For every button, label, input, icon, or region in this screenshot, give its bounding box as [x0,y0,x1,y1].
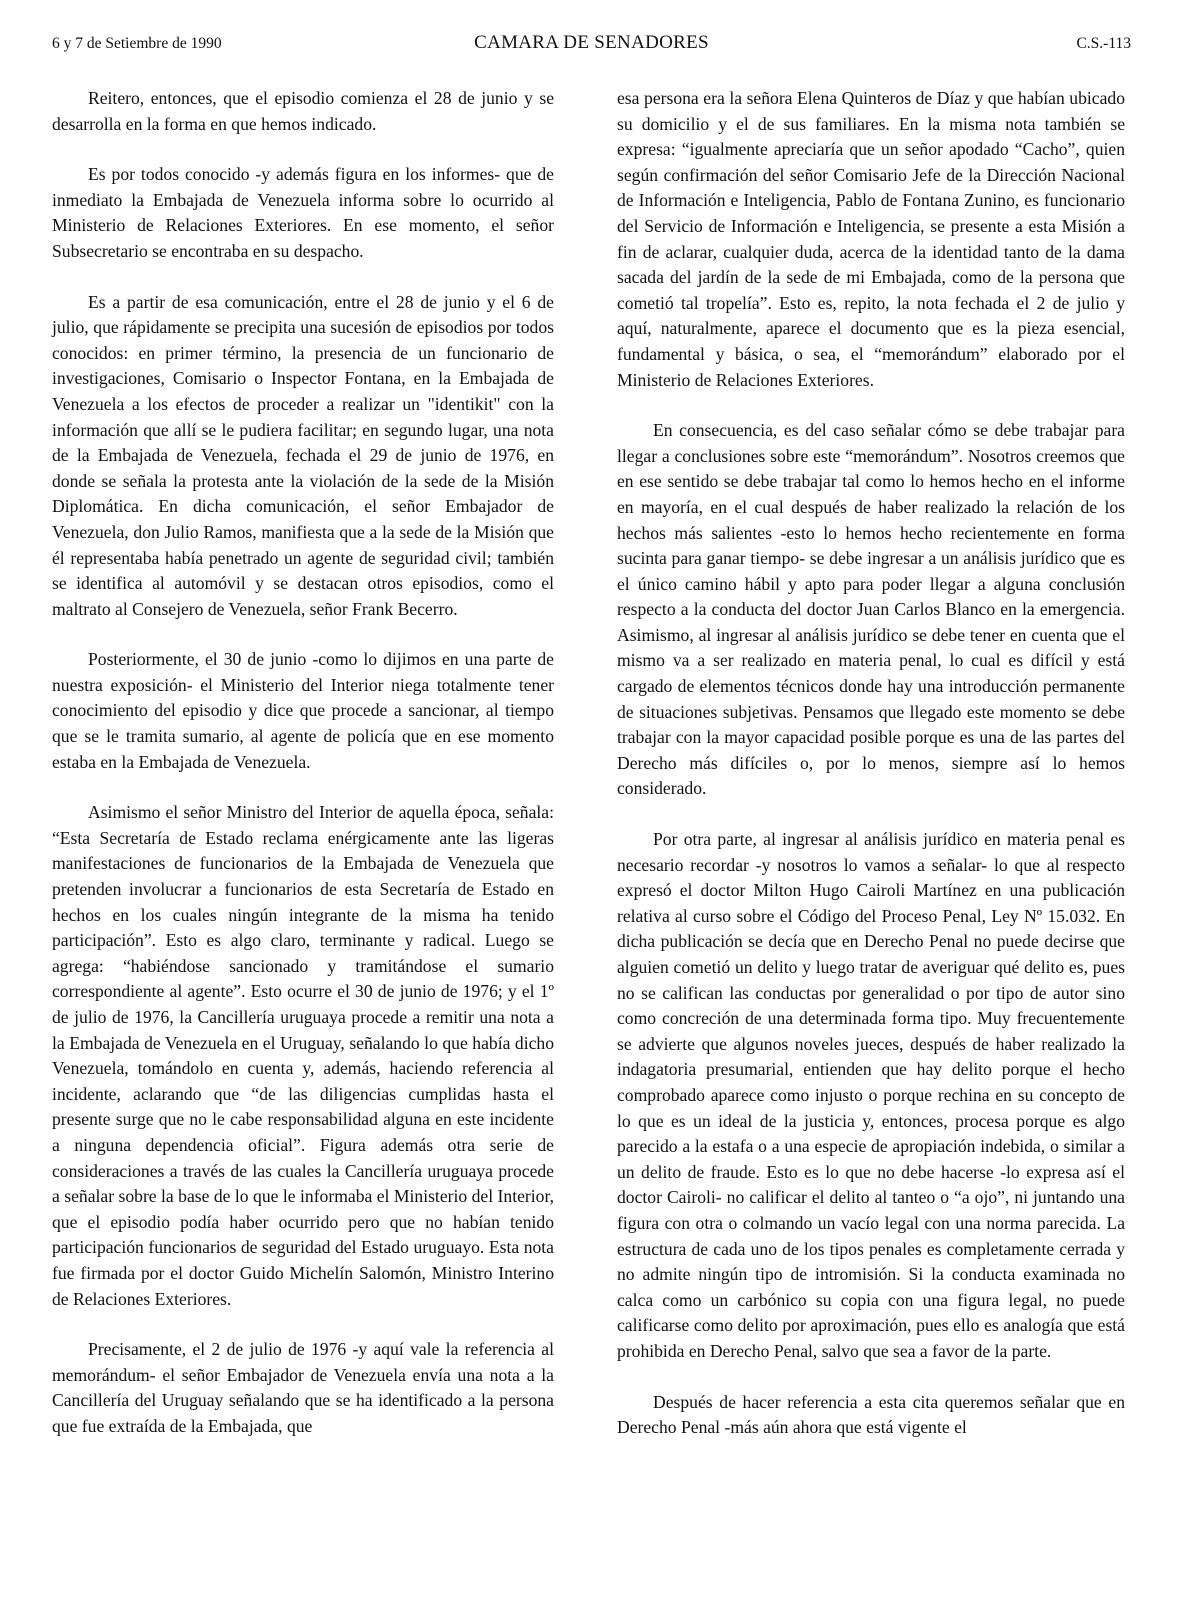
paragraph: Después de hacer referencia a esta cita queremos señalar que en Derecho Penal -más aún ahora que está vigente el [617,1391,1125,1438]
right-column [617,86,1125,1441]
header-page-number: C.S.-113 [1076,35,1131,52]
header-date: 6 y 7 de Setiembre de 1990 [52,35,222,52]
paragraph: Reitero, entonces, que el episodio comienza el 28 de junio y se desarrolla en la forma en que hemos indicado. [52,88,554,134]
paragraph: Precisamente, el 2 de julio de 1976 -y aquí vale la referencia al memorándum- el señor Embajador de Venezuela envía una nota a la Cancillería del Uruguay señalando que se ha identificado a la persona que fue extraída de la Embajada, que [52,1339,554,1436]
page-header [52,32,1131,60]
paragraph-continued: esa persona era la señora Elena Quinteros de Díaz y que habían ubicado su domicilio y el de sus familiares. En la misma nota también se expresa: “igualmente apreciaría que un señor apodado “Cacho”, quien según confirmación del señor Comisario Jefe de la Dirección Nacional de Información e Inteligencia, Pablo de Fontana Zunino, es funcionario del Servicio de Información e Inteligencia, se presente a esta Misión a fin de aclarar, cualquier duda, acerca de la identidad tanto de la dama sacada del jardín de la sede de mi Embajada, como de la persona que cometió tal tropelía”. Esto es, repito, la nota fechada el 2 de julio y aquí, naturalmente, aparece el documento que es la pieza esencial, fundamental y básica, o sea, el “memorándum” elaborado por el Ministerio de Relaciones Exteriores. [617,88,1125,390]
paragraph: Es por todos conocido -y además figura en los informes- que de inmediato la Embajada de Venezuela informa sobre lo ocurrido al Ministerio de Relaciones Exteriores. En ese momento, el señor Subsecretario se encontraba en su despacho. [52,164,554,261]
paragraph: Por otra parte, al ingresar al análisis jurídico en materia penal es necesario recordar -y nosotros lo vamos a señalar- lo que al respecto expresó el doctor Milton Hugo Cairoli Martínez en una publicación relativa al curso sobre el Código del Proceso Penal, Ley Nº 15.032. En dicha publicación se decía que en Derecho Penal no puede decirse que alguien cometió un delito y luego tratar de averiguar qué delito es, pues no se califican las conductas por generalidad o por tipo de autor sino como concreción de una determinada forma tipo. Muy frecuentemente se advierte que algunos noveles jueces, después de haber realizado la indagatoria presumarial, entienden que hay delito porque el hecho comprobado aparece como injusto o porque rechina en su concepto de lo que es un ideal de la justicia y, entonces, procesa porque es algo parecido a la estafa o a una especie de apropiación indebida, o similar a un delito de fraude. Esto es lo que no debe hacerse -lo expresa así el doctor Cairoli- no calificar el delito al tanteo o “a ojo”, ni juntando una figura con otra o colmando un vacío legal con una norma parecida. La estructura de cada uno de los tipos penales es completamente cerrada y no admite ningún tipo de intromisión. Si la conducta examinada no calca como un carbónico su copia con una figura legal, no puede calificarse como delito por aproximación, pues ello es analogía que está prohibida en Derecho Penal, salvo que sea a favor de la parte. [617,829,1125,1361]
left-column [52,86,554,1440]
header-title: CAMARA DE SENADORES [474,32,709,53]
paragraph: Es a partir de esa comunicación, entre el 28 de junio y el 6 de julio, que rápidamente se precipita una sucesión de episodios por todos conocidos: en primer término, la presencia de un funcionario de investigaciones, Comisario o Inspector Fontana, en la Embajada de Venezuela a los efectos de proceder a realizar un "identikit" con la información que allí se le pudiera facilitar; en segundo lugar, una nota de la Embajada de Venezuela, fechada el 29 de junio de 1976, en donde se señala la protesta ante la violación de la sede de la Misión Diplomática. En dicha comunicación, el señor Embajador de Venezuela, don Julio Ramos, manifiesta que a la sede de la Misión que él representaba había penetrado un agente de seguridad civil; también se identifica al automóvil y se destacan otros episodios, como el maltrato al Consejero de Venezuela, señor Frank Becerro. [52,291,554,619]
paragraph: Posteriormente, el 30 de junio -como lo dijimos en una parte de nuestra exposición- el Ministerio del Interior niega totalmente tener conocimiento del episodio y dice que procede a sancionar, al tiempo que se le tramita sumario, al agente de policía que en ese momento estaba en la Embajada de Venezuela. [52,649,554,772]
paragraph: Asimismo el señor Ministro del Interior de aquella época, señala: “Esta Secretaría de Estado reclama enérgicamente ante las ligeras manifestaciones de funcionarios de la Embajada de Venezuela que pretenden involucrar a funcionarios de esta Secretaría de Estado en hechos en los cuales ningún integrante de la misma ha tenido participación”. Esto es algo claro, terminante y radical. Luego se agrega: “habiéndose sancionado y tramitándose el sumario correspondiente al agente”. Esto ocurre el 30 de junio de 1976; y el 1º de julio de 1976, la Cancillería uruguaya procede a remitir una nota a la Embajada de Venezuela en el Uruguay, señalando lo que había dicho Venezuela, tomándolo en cuenta y, además, haciendo referencia al incidente, aclarando que “de las diligencias cumplidas hasta el presente surge que no le cabe responsabilidad alguna en este incidente a ninguna dependencia oficial”. Figura además otra serie de consideraciones a través de las cuales la Cancillería uruguaya procede a señalar sobre la base de lo que le informaba el Ministerio del Interior, que el episodio podía haber ocurrido pero que no habían tenido participación funcionarios de seguridad del Estado uruguayo. Esta nota fue firmada por el doctor Guido Michelín Salomón, Ministro Interino de Relaciones Exteriores. [52,802,554,1309]
paragraph: En consecuencia, es del caso señalar cómo se debe trabajar para llegar a conclusiones sobre este “memorándum”. Nosotros creemos que en ese sentido se debe trabajar tal como lo hemos hecho en el informe en mayoría, en el cual después de haber realizado la relación de los hechos más salientes -esto lo hemos hecho recientemente en forma sucinta para ganar tiempo- se debe ingresar a un análisis jurídico que es el único camino hábil y apto para poder llegar a alguna conclusión respecto a la conducta del doctor Juan Carlos Blanco en la emergencia. Asimismo, al ingresar al análisis jurídico se debe tener en cuenta que el mismo va a ser realizado en materia penal, lo cual es difícil y está cargado de elementos técnicos donde hay una introducción permanente de situaciones subjetivas. Pensamos que llegado este momento se debe trabajar con la mayor capacidad posible porque es una de las partes del Derecho más difíciles o, por lo menos, siempre así lo hemos considerado. [617,420,1125,799]
